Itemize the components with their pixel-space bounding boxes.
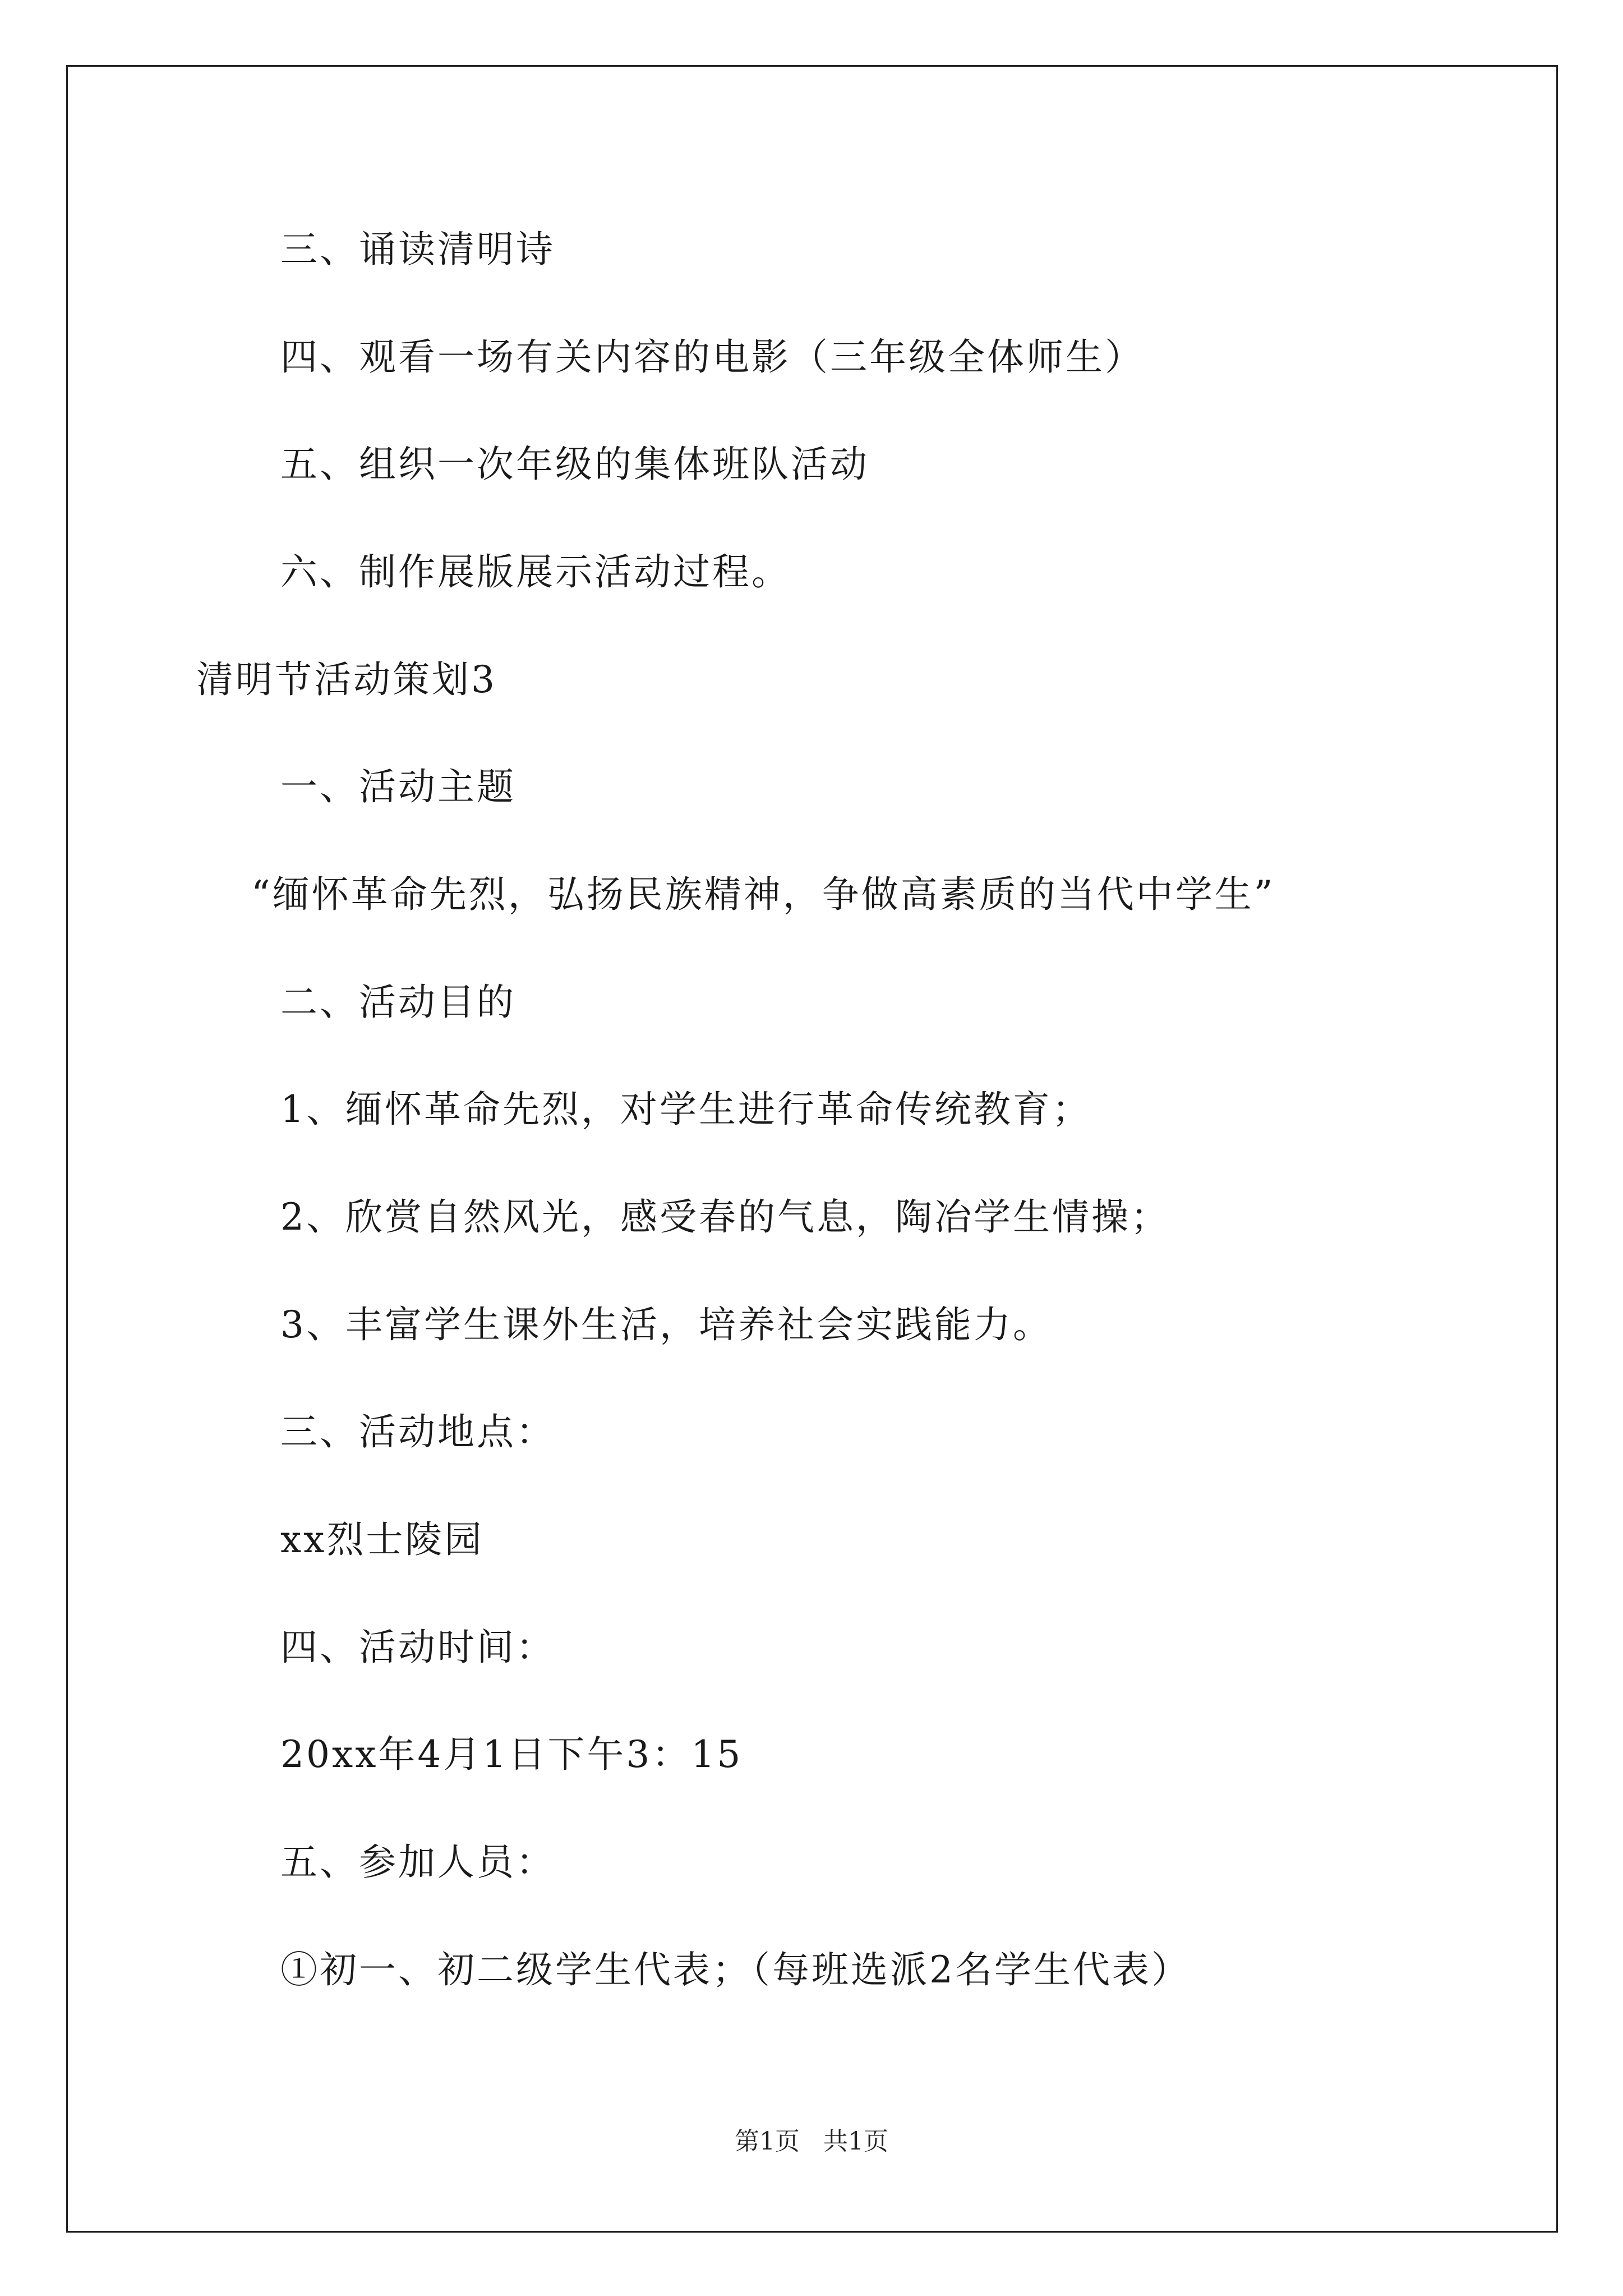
- body-line: 3、丰富学生课外生活，培养社会实践能力。: [280, 1303, 1052, 1346]
- page-footer: 第1页 共1页: [735, 2127, 888, 2156]
- body-line: 四、活动时间：: [280, 1626, 555, 1669]
- body-line: 六、制作展版展示活动过程。: [280, 550, 791, 593]
- body-line: 2、欣赏自然风光，感受春的气息，陶冶学生情操；: [280, 1195, 1170, 1239]
- body-line: 四、观看一场有关内容的电影（三年级全体师生）: [280, 335, 1144, 379]
- body-line: ①初一、初二级学生代表；（每班选派2名学生代表）: [280, 1948, 1191, 1991]
- body-line: 三、诵读清明诗: [280, 228, 555, 271]
- body-line: 二、活动目的: [280, 981, 516, 1024]
- body-line: 20xx年4月1日下午3：15: [280, 1733, 743, 1776]
- body-line: xx烈士陵园: [280, 1518, 484, 1561]
- body-line: 一、活动主题: [280, 765, 516, 808]
- section-heading: 清明节活动策划3: [196, 658, 497, 701]
- theme-quote: “缅怀革命先烈，弘扬民族精神，争做高素质的当代中学生”: [251, 873, 1275, 916]
- body-line: 五、参加人员：: [280, 1841, 555, 1884]
- page-border: [66, 65, 1558, 2233]
- body-line: 三、活动地点：: [280, 1410, 555, 1453]
- body-line: 1、缅怀革命先烈，对学生进行革命传统教育；: [280, 1088, 1091, 1131]
- body-line: 五、组织一次年级的集体班队活动: [280, 443, 869, 486]
